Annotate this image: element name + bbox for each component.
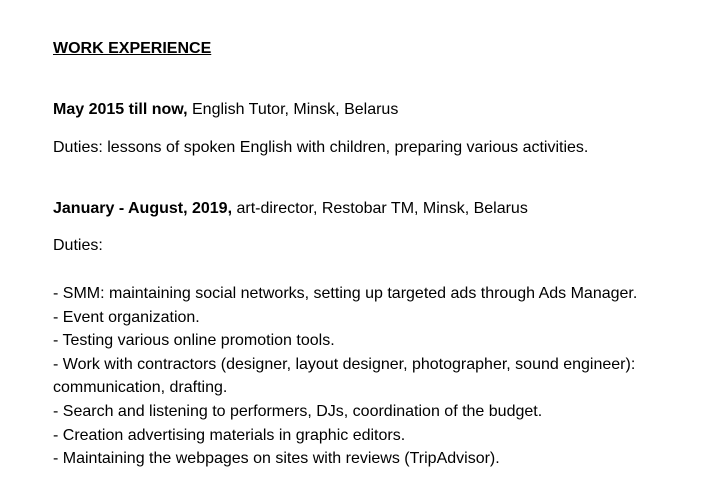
list-item: - Search and listening to performers, DJs, coordination of the budget.	[53, 402, 543, 420]
list-item: - Testing various online promotion tools.	[53, 332, 335, 350]
list-item: - SMM: maintaining social networks, setting up targeted ads through Ads Manager.	[53, 285, 638, 302]
job-description: art-director, Restobar TM, Minsk, Belarus	[232, 200, 528, 217]
job-header	[53, 197, 528, 221]
list-item: - Work with contractors (designer, layout designer, photographer, sound engineer): communication, drafting.	[53, 355, 636, 397]
job-description: English Tutor, Minsk, Belarus	[187, 101, 399, 118]
duties-label: Duties:	[53, 237, 103, 254]
duties-list	[53, 282, 713, 471]
list-item: - Maintaining the webpages on sites with reviews (TripAdvisor).	[53, 450, 500, 468]
job-period: May 2015 till now,	[53, 101, 188, 118]
list-item: - Creation advertising materials in graphic editors.	[53, 426, 406, 444]
list-item: - Event organization.	[53, 308, 200, 326]
job-period: January - August, 2019,	[53, 200, 233, 217]
job-header	[53, 98, 398, 122]
job-duties: Duties: lessons of spoken English with children, preparing various activities.	[53, 139, 589, 156]
section-title: WORK EXPERIENCE	[53, 40, 212, 57]
